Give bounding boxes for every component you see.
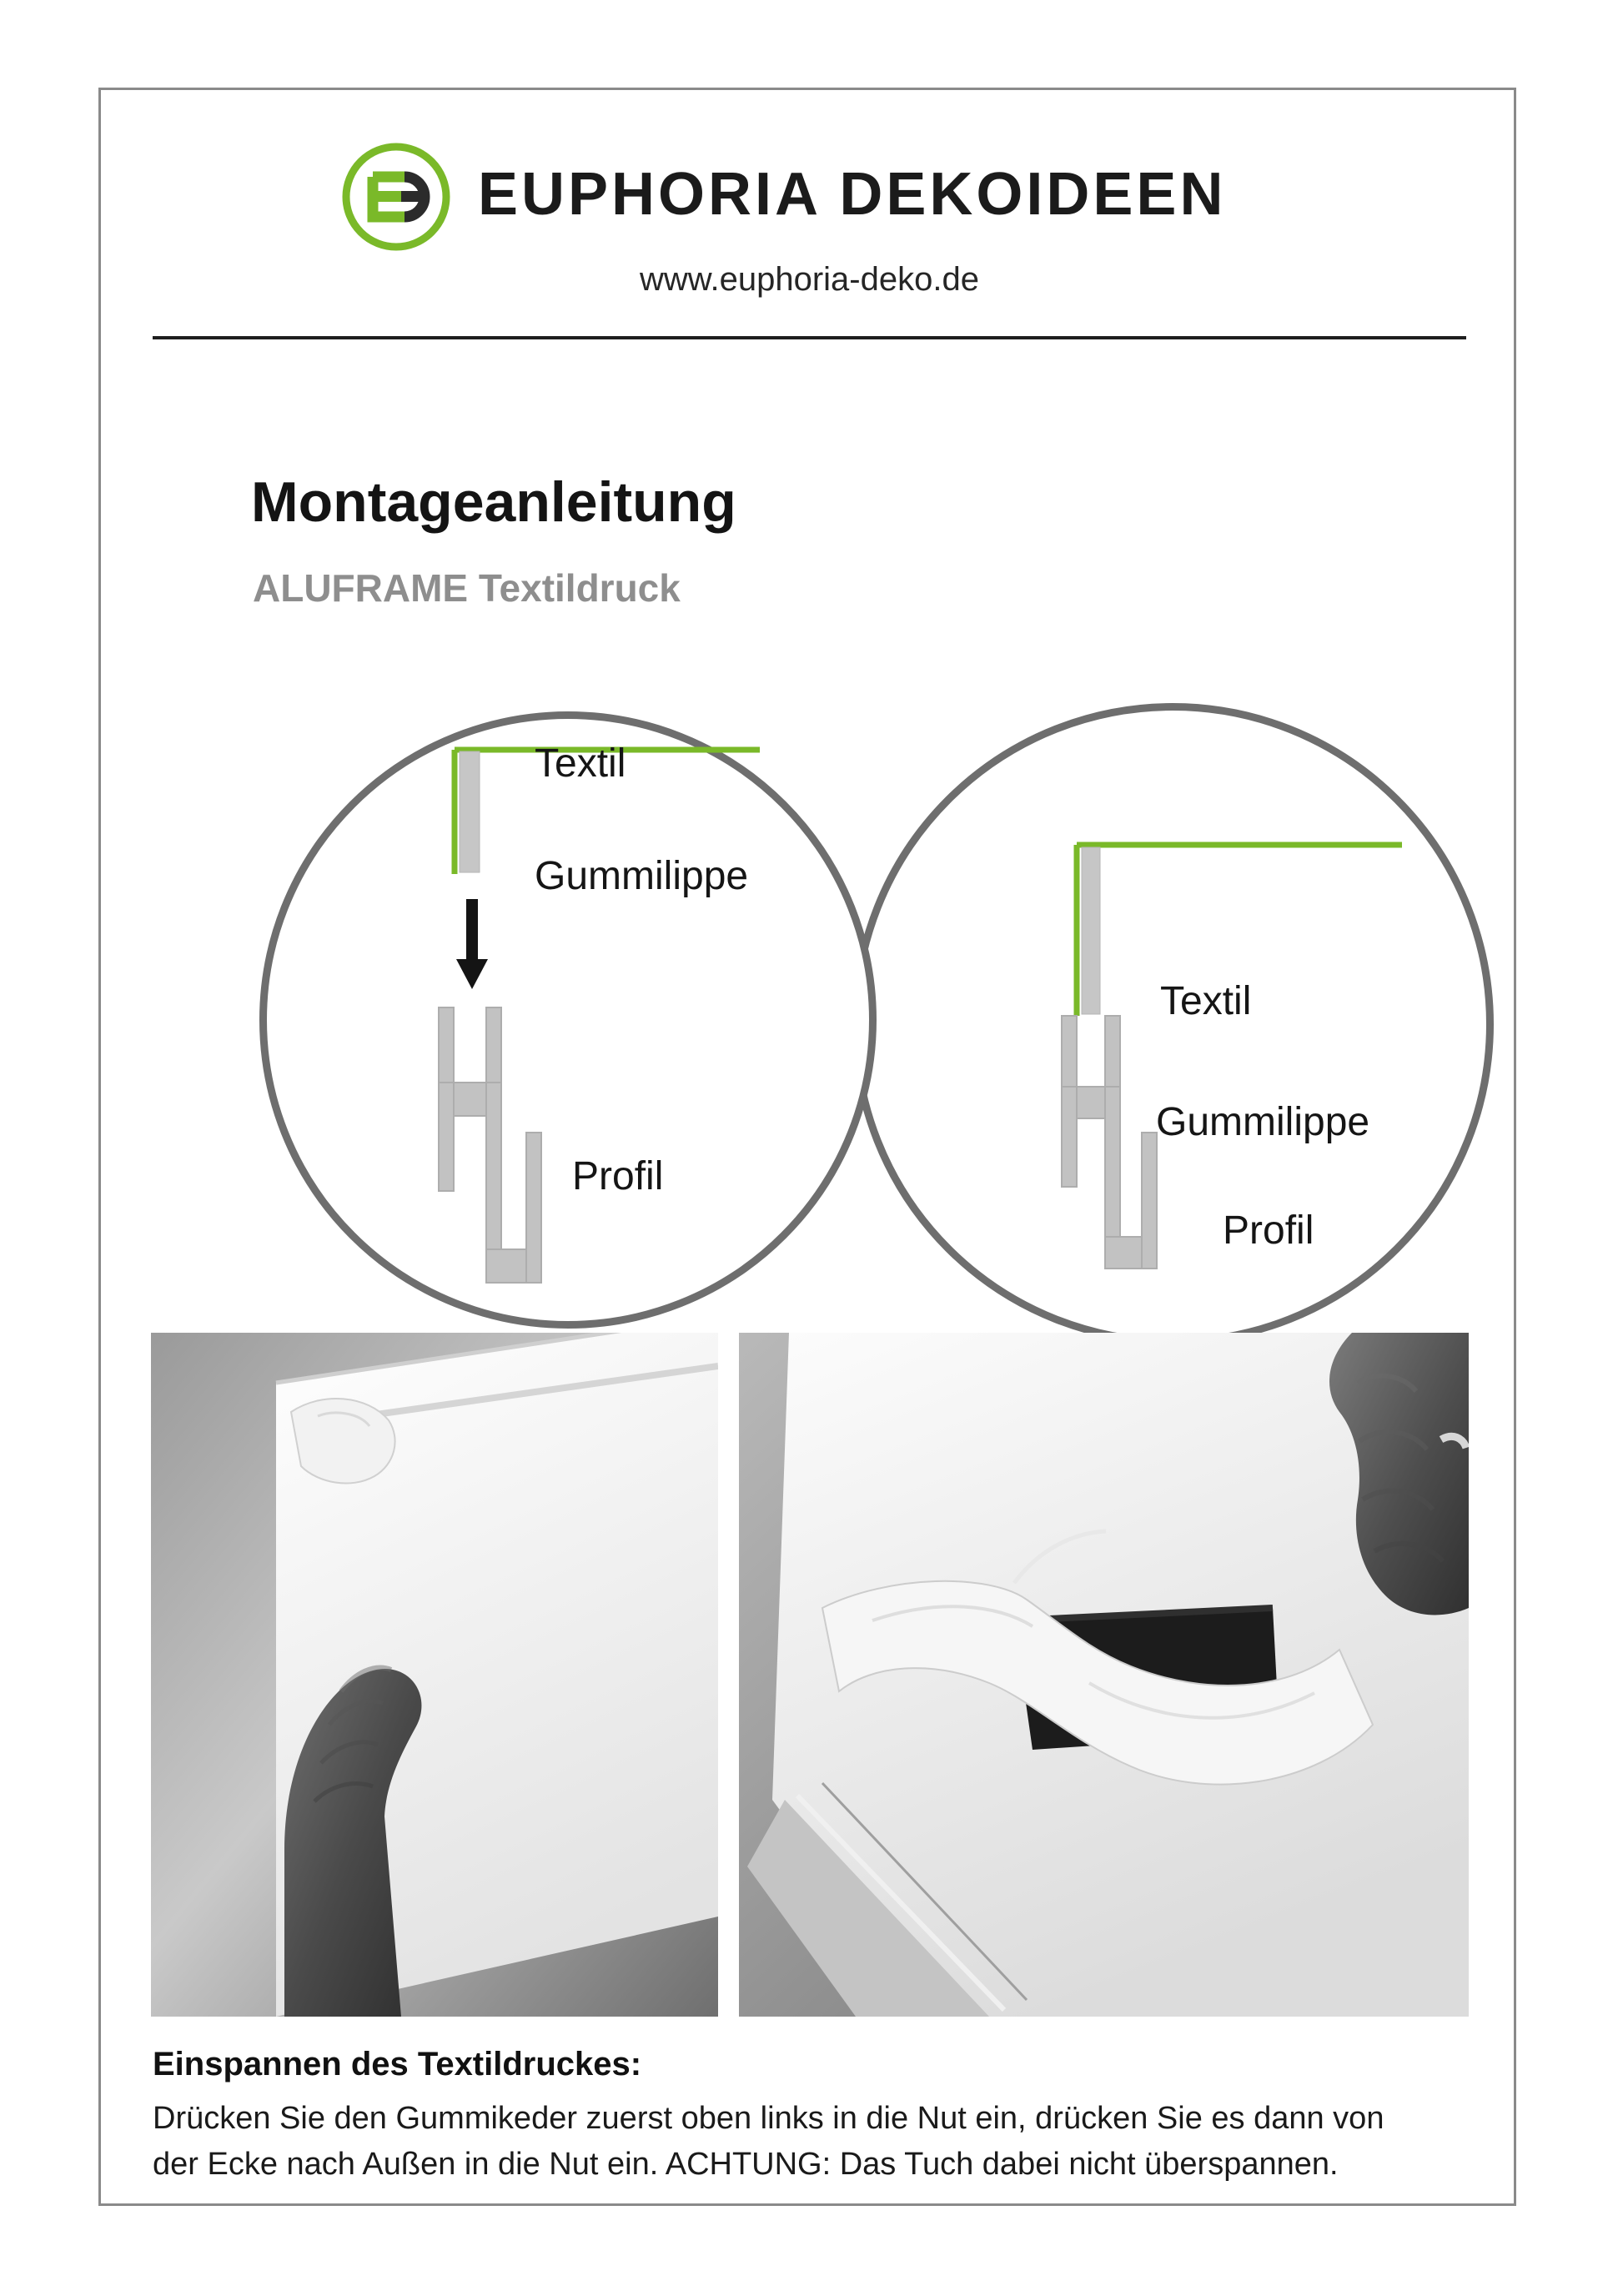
brand-url: www.euphoria-deko.de xyxy=(640,261,979,298)
header-divider xyxy=(153,336,1466,339)
brand-name: EUPHORIA DEKOIDEEN xyxy=(478,161,1227,228)
label-textil-right: Textil xyxy=(1160,979,1252,1023)
diagram-graphics xyxy=(101,666,1519,1441)
page-title: Montageanleitung xyxy=(251,470,736,534)
document-header xyxy=(153,132,1466,374)
caption-title: Einspannen des Textildruckes: xyxy=(153,2046,642,2082)
euphoria-circle-logo-icon xyxy=(339,140,453,254)
photo-hand-pulling-fabric-corner xyxy=(739,1333,1469,2017)
label-profil-left: Profil xyxy=(572,1154,664,1198)
label-gummilippe-left: Gummilippe xyxy=(535,854,749,898)
photo-hand-pressing-fabric-edge xyxy=(151,1333,718,2017)
down-arrow-icon xyxy=(456,899,488,989)
label-profil-right: Profil xyxy=(1223,1208,1314,1253)
diagram-zone xyxy=(101,666,1519,1441)
label-gummilippe-right: Gummilippe xyxy=(1156,1100,1370,1144)
instruction-sheet xyxy=(98,88,1516,2206)
label-textil-left: Textil xyxy=(535,741,626,786)
page-subtitle: ALUFRAME Textildruck xyxy=(253,566,681,610)
caption-body: Drücken Sie den Gummikeder zuerst oben links in die Nut ein, drücken Sie es dann von der Ecke nach Außen in die Nut ein. ACHTUNG: Das Tuch dabei nicht überspannen. xyxy=(153,2101,1384,2183)
